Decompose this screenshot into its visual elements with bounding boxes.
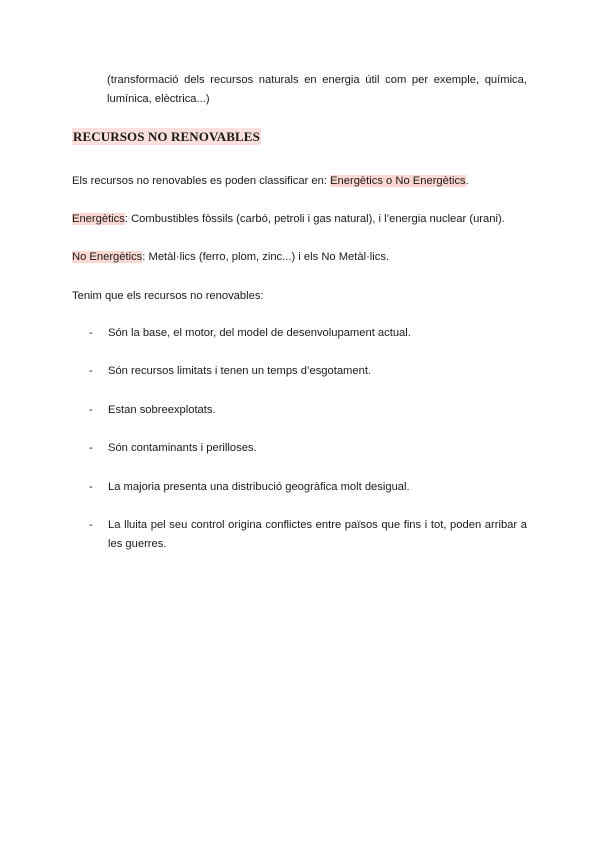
list-item xyxy=(89,362,529,381)
non-energetics-paragraph xyxy=(72,249,389,265)
bullet-dash: - xyxy=(89,327,93,339)
non-energetics-term: No Energètics xyxy=(72,251,143,263)
list-item xyxy=(89,478,529,497)
list-item-text: Són la base, el motor, del model de desenvolupament actual. xyxy=(108,327,411,339)
intro-line-2: lumínica, elèctrica...) xyxy=(107,93,210,105)
energetics-paragraph xyxy=(72,211,505,227)
list-item xyxy=(89,516,529,554)
list-intro-paragraph: Tenim que els recursos no renovables: xyxy=(72,290,264,302)
bullet-dash: - xyxy=(89,442,93,454)
bullet-dash: - xyxy=(89,481,93,493)
list-item-text-line-1: La lluita pel seu control origina conflictes entre països que fins i tot, poden arribar a xyxy=(108,519,527,531)
list-item-text: Estan sobreexplotats. xyxy=(108,404,216,416)
classification-highlight: Energètics o No Energètics xyxy=(330,175,466,187)
bullet-dash: - xyxy=(89,365,93,377)
list-item xyxy=(89,439,529,458)
bullet-dash: - xyxy=(89,519,93,531)
list-item xyxy=(89,401,529,420)
energetics-term: Energètics xyxy=(72,213,125,225)
classification-text: Els recursos no renovables es poden classificar en: xyxy=(72,175,331,187)
energetics-text: : Combustibles fòssils (carbó, petroli i gas natural), i l’energia nuclear (urani). xyxy=(124,213,505,225)
classification-paragraph xyxy=(72,173,469,189)
intro-line-1: (transformació dels recursos naturals en energia útil com per exemple, química, xyxy=(107,74,527,86)
list-item-text: Són recursos limitats i tenen un temps d’esgotament. xyxy=(108,365,372,377)
list-item-text xyxy=(108,516,527,554)
classification-tail: . xyxy=(465,175,469,187)
intro-paragraph xyxy=(107,71,527,109)
list-item-text: La majoria presenta una distribució geogràfica molt desigual. xyxy=(108,481,410,493)
list-item xyxy=(89,324,529,343)
bullet-dash: - xyxy=(89,404,93,416)
non-energetics-text: : Metàl·lics (ferro, plom, zinc...) i els No Metàl·lics. xyxy=(142,251,390,263)
list-item-text: Són contaminants i perilloses. xyxy=(108,442,257,454)
section-heading: RECURSOS NO RENOVABLES xyxy=(73,129,260,144)
list-item-text-line-2: les guerres. xyxy=(108,538,167,550)
